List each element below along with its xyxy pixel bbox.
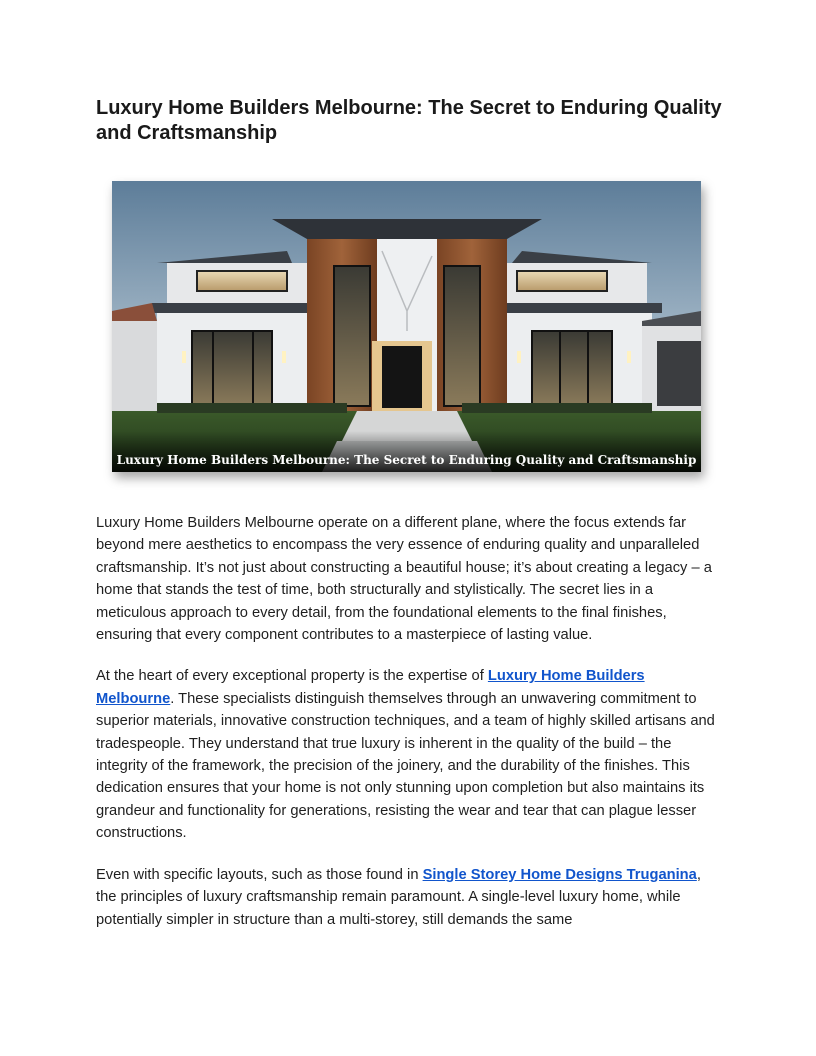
paragraph-text: Even with specific layouts, such as those found in	[96, 866, 423, 883]
paragraph-text: , the principles of luxury craftsmanship remain paramount. A single-level luxury home, while potentially simpler in structure than a multi-storey, still demands the same	[96, 866, 701, 928]
page-title: Luxury Home Builders Melbourne: The Secret to Enduring Quality and Craftsmanship	[96, 97, 722, 144]
link-single-storey-designs[interactable]: Single Storey Home Designs Truganina	[422, 866, 697, 883]
paragraph-text: At the heart of every exceptional property is the expertise of	[96, 668, 488, 685]
paragraph-single-storey	[96, 864, 722, 931]
paragraph-intro: Luxury Home Builders Melbourne operate on a different plane, where the focus extends far beyond mere aesthetics to encompass the very essence of enduring quality and unparalleled craftsmanship. It’s not just about constructing a beautiful house; it’s about creating a legacy – a home that stands the test of time, both structurally and stylistically. The secret lies in a meticulous approach to every detail, from the foundational elements to the final finishes, ensuring that every component contributes to a masterpiece of lasting value.	[96, 515, 712, 644]
image-caption: Luxury Home Builders Melbourne: The Secret to Enduring Quality and Craftsmanship	[116, 453, 697, 467]
link-luxury-home-builders[interactable]: Luxury Home Builders Melbourne	[96, 668, 645, 707]
paragraph-expertise	[96, 665, 722, 844]
document-page	[96, 96, 722, 928]
hero-image	[112, 181, 701, 472]
house-photo	[112, 181, 701, 472]
paragraph-text: . These specialists distinguish themselves through an unwavering commitment to superior materials, innovative construction techniques, and a team of highly skilled artisans and tradespeople. They understand that true luxury is inherent in the quality of the build – the integrity of the framework, the precision of the joinery, and the durability of the finishes. This dedication ensures that your home is not only stunning upon completion but also maintains its grandeur and functionality for generations, resisting the wear and tear that can plague lesser constructions.	[96, 690, 715, 842]
article-body	[96, 512, 722, 950]
